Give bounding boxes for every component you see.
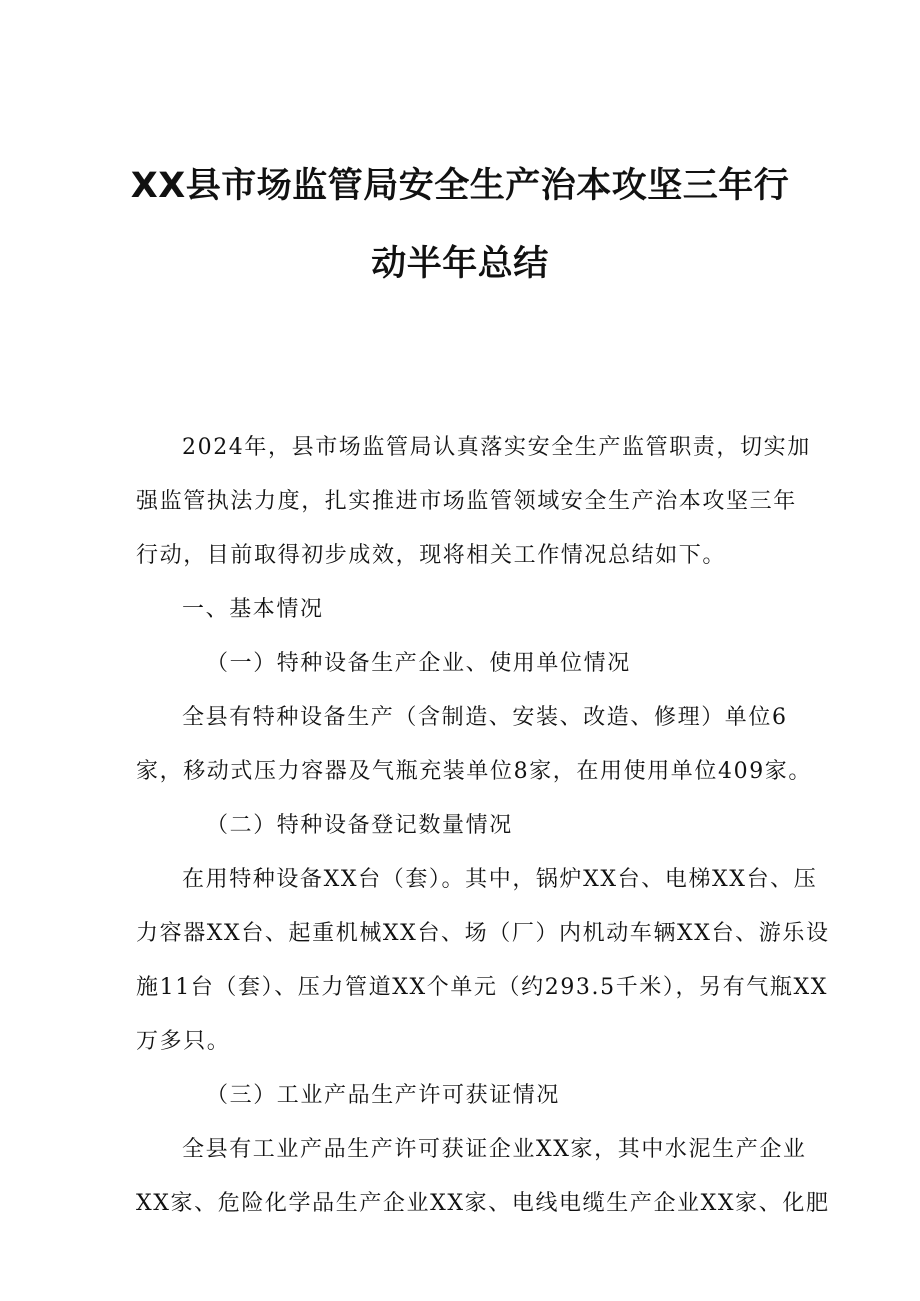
paragraph-line: XX家、危险化学品生产企业XX家、电线电缆生产企业XX家、化肥 [136, 1191, 830, 1216]
paragraph-line: 全县有工业产品生产许可获证企业XX家，其中水泥生产企业 [182, 1137, 807, 1162]
paragraph-line: 在用特种设备XX台（套）。其中，锅炉XX台、电梯XX台、压 [182, 867, 818, 892]
document-title-line-1: XX县市场监管局安全生产治本攻坚三年行 [130, 166, 790, 206]
subsection-heading: （二）特种设备登记数量情况 [206, 813, 513, 838]
subsection-heading: （一）特种设备生产企业、使用单位情况 [206, 651, 631, 676]
paragraph-intro-line: 强监管执法力度，扎实推进市场监管领域安全生产治本攻坚三年 [136, 489, 797, 514]
document-title-line-2: 动半年总结 [371, 244, 549, 284]
paragraph-intro-line: 行动，目前取得初步成效，现将相关工作情况总结如下。 [136, 543, 727, 568]
paragraph-line: 力容器XX台、起重机械XX台、场（厂）内机动车辆XX台、游乐设 [136, 921, 830, 946]
paragraph-line: 家，移动式压力容器及气瓶充装单位8家，在用使用单位409家。 [136, 759, 812, 784]
paragraph-line: 施11台（套）、压力管道XX个单元（约293.5千米），另有气瓶XX [136, 975, 829, 1000]
paragraph-intro-line: 2024年，县市场监管局认真落实安全生产监管职责，切实加 [182, 435, 811, 460]
subsection-heading: （三）工业产品生产许可获证情况 [206, 1083, 561, 1108]
section-heading: 一、基本情况 [182, 597, 324, 622]
document-body [136, 421, 830, 1231]
paragraph-line: 全县有特种设备生产（含制造、安装、改造、修理）单位6 [182, 705, 788, 730]
paragraph-line: 万多只。 [136, 1029, 231, 1054]
